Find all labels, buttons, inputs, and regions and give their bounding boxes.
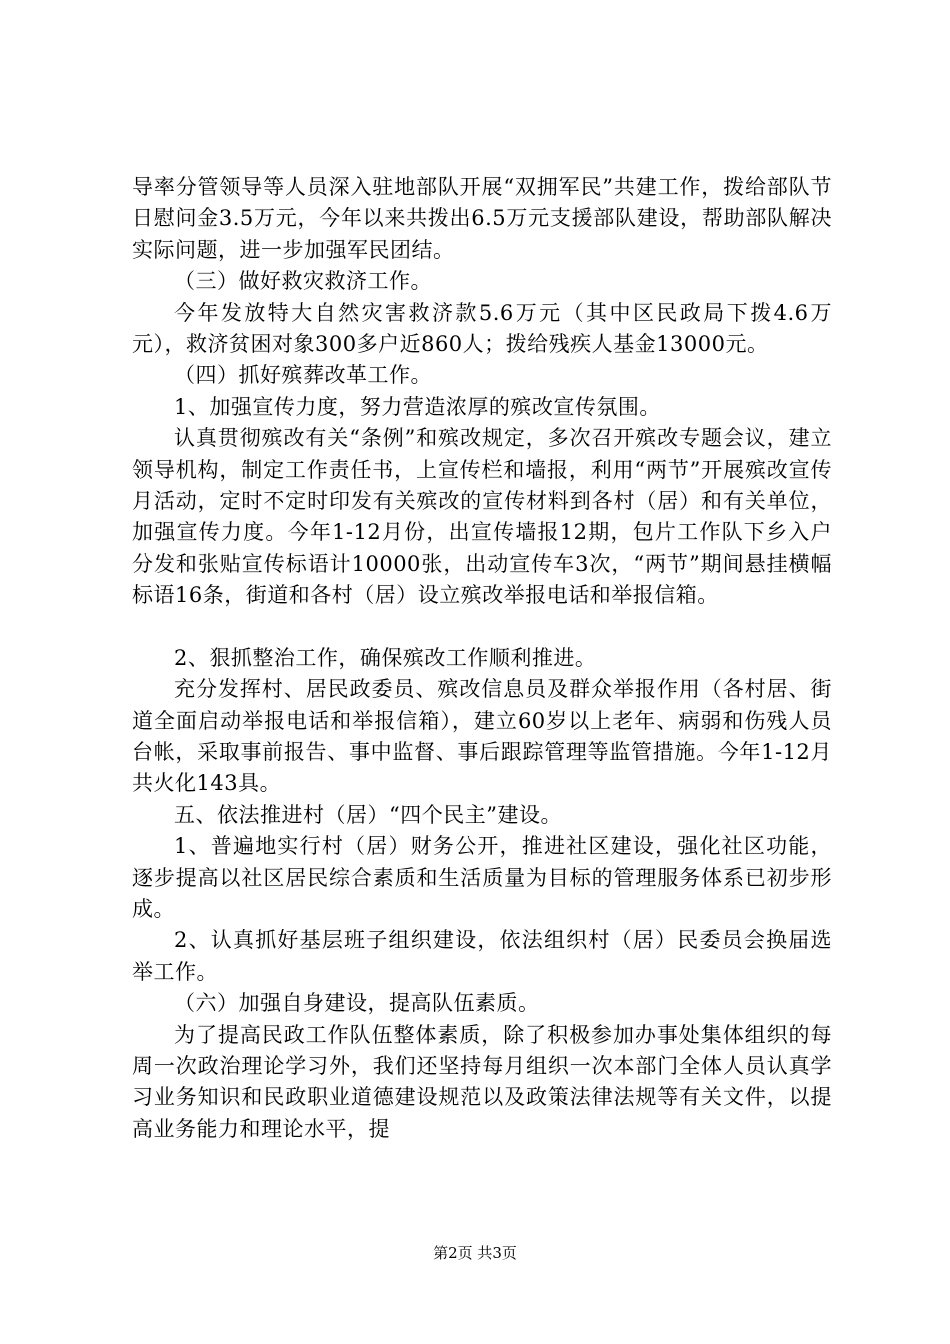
document-body: [132, 172, 832, 1145]
subheading-publicity: 1、加强宣传力度，努力营造浓厚的殡改宣传氛围。: [174, 394, 661, 419]
paragraph-rectification: 充分发挥村、居民政委员、殡改信息员及群众举报作用（各村居、街道全面启动举报电话和举报信箱），建立60岁以上老年、病弱和伤残人员台帐，采取事前报告、事中监督、事后跟踪管理等监管措施。今年1-12月共火化143具。: [132, 677, 832, 796]
page-number-footer: 第2页 共3页: [433, 1244, 517, 1262]
heading-self-building: （六）加强自身建设，提高队伍素质。: [174, 991, 540, 1016]
heading-four-democracies: 五、依法推进村（居）“四个民主”建设。: [174, 802, 562, 827]
subheading-rectification: 2、狠抓整治工作，确保殡改工作顺利推进。: [174, 645, 597, 670]
heading-funeral-reform: （四）抓好殡葬改革工作。: [174, 363, 432, 388]
paragraph-disaster-relief: 今年发放特大自然灾害救济款5.6万元（其中区民政局下拨4.6万元），救济贫困对象300多户近860人；拨给残疾人基金13000元。: [132, 300, 832, 357]
paragraph-financial-disclosure: 1、普遍地实行村（居）财务公开，推进社区建设，强化社区功能，逐步提高以社区居民综合素质和生活质量为目标的管理服务体系已初步形成。: [132, 834, 832, 921]
paragraph-publicity: 认真贯彻殡改有关“条例”和殡改规定，多次召开殡改专题会议，建立领导机构，制定工作责任书，上宣传栏和墙报，利用“两节”开展殡改宣传月活动，定时不定时印发有关殡改的宣传材料到各村（居）和有关单位，加强宣传力度。今年1-12月份，出宣传墙报12期，包片工作队下乡入户分发和张贴宣传标语计10000张，出动宣传车3次，“两节”期间悬挂横幅标语16条，街道和各村（居）设立殡改举报电话和举报信箱。: [132, 426, 832, 608]
paragraph-military-support: 导率分管领导等人员深入驻地部队开展“双拥军民”共建工作，拨给部队节日慰问金3.5万元，今年以来共拨出6.5万元支援部队建设，帮助部队解决实际问题，进一步加强军民团结。: [132, 175, 832, 262]
paragraph-grassroots-election: 2、认真抓好基层班子组织建设，依法组织村（居）民委员会换届选举工作。: [132, 928, 832, 984]
paragraph-self-building: 为了提高民政工作队伍整体素质，除了积极参加办事处集体组织的每周一次政治理论学习外，我们还坚持每月组织一次本部门全体人员认真学习业务知识和民政职业道德建设规范以及政策法律法规等有关文件，以提高业务能力和理论水平，提: [132, 1022, 832, 1141]
heading-disaster-relief: （三）做好救灾救济工作。: [174, 269, 432, 294]
